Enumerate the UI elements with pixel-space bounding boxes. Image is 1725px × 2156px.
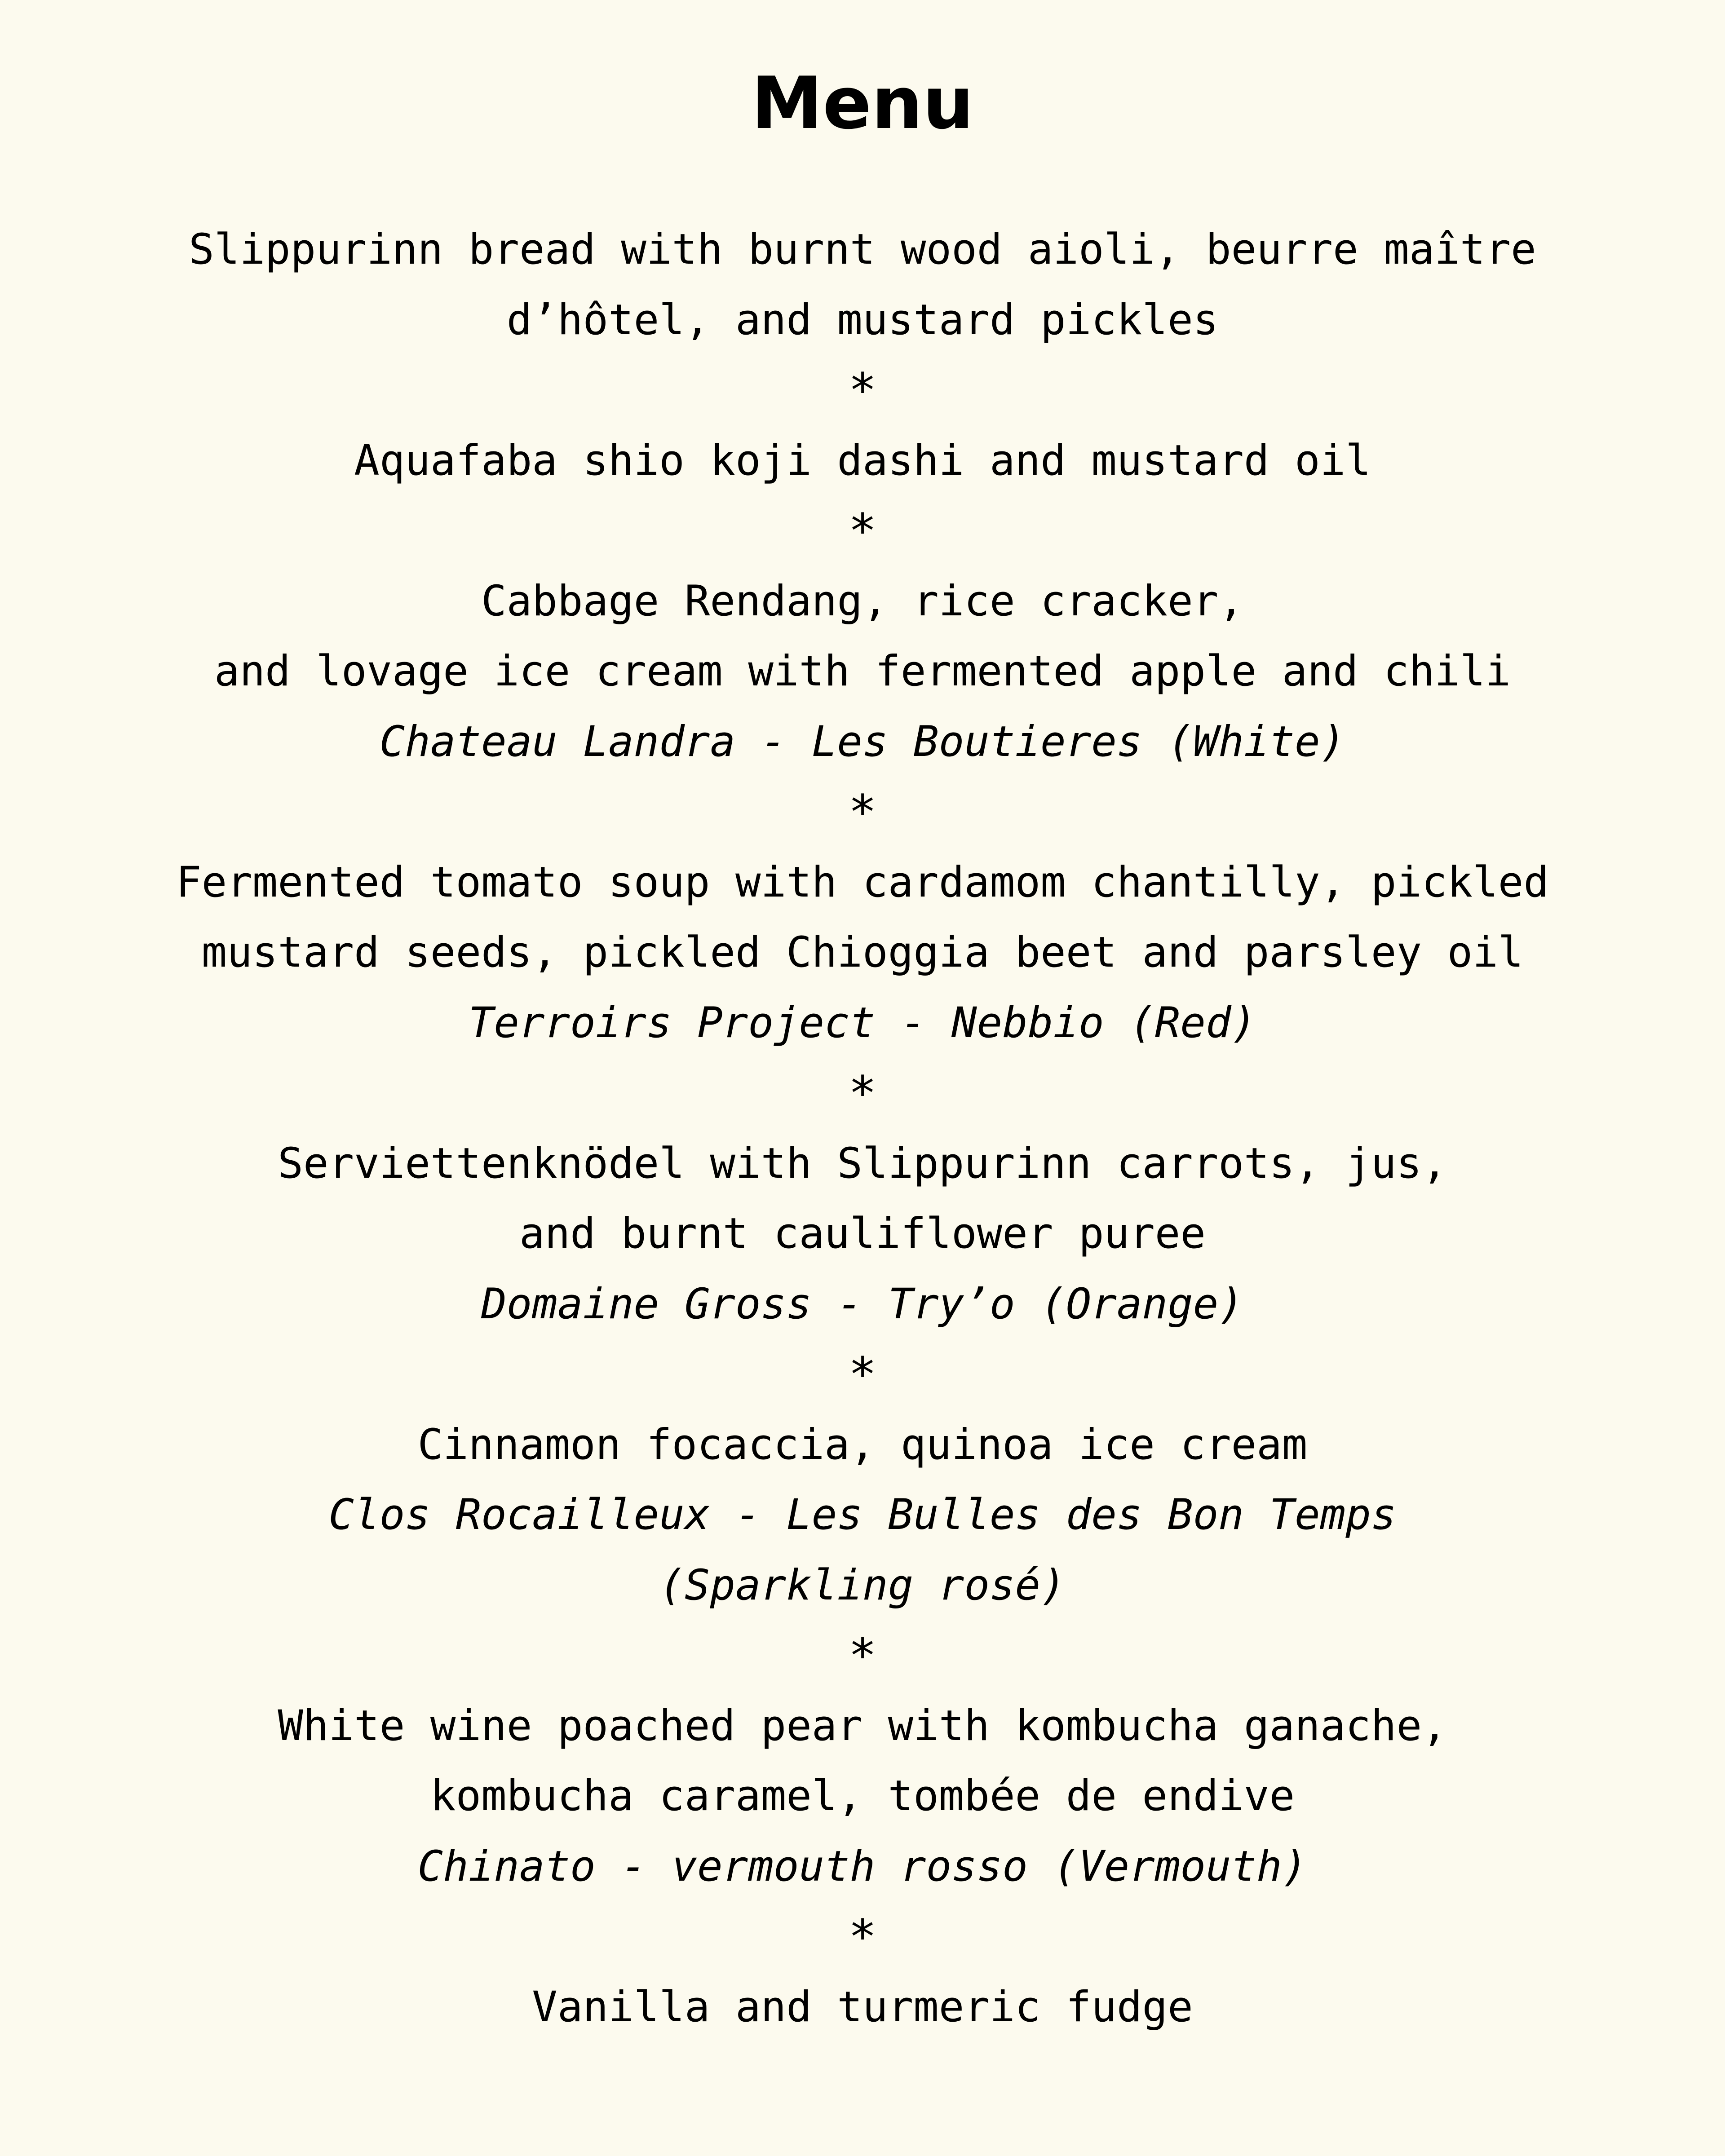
- menu-title: Menu: [751, 61, 974, 145]
- course-separator: *: [848, 504, 877, 558]
- dish-line: d’hôtel, and mustard pickles: [506, 295, 1219, 345]
- course-separator: *: [848, 1909, 877, 1964]
- course-separator: *: [848, 785, 877, 839]
- dish-line: Cinnamon focaccia, quinoa ice cream: [417, 1420, 1308, 1469]
- wine-pairing-line: Chateau Landra - Les Boutieres (White): [379, 717, 1346, 766]
- dish-line: kombucha caramel, tombée de endive: [430, 1772, 1295, 1820]
- dish-line: Serviettenknödel with Slippurinn carrots, jus,: [278, 1139, 1447, 1188]
- course-separator: *: [848, 363, 877, 418]
- course-separator: *: [848, 1628, 877, 1683]
- dish-line: Vanilla and turmeric fudge: [532, 1982, 1193, 2032]
- dish-line: Aquafaba shio koji dashi and mustard oil: [354, 436, 1371, 485]
- wine-pairing-line: Chinato - vermouth rosso (Vermouth): [417, 1842, 1308, 1891]
- dish-line: Cabbage Rendang, rice cracker,: [481, 576, 1244, 626]
- dish-line: Slippurinn bread with burnt wood aioli, beurre maître: [189, 225, 1536, 274]
- wine-pairing-line: (Sparkling rosé): [659, 1560, 1066, 1610]
- dish-line: mustard seeds, pickled Chioggia beet and parsley oil: [201, 928, 1524, 977]
- wine-pairing-line: Domaine Gross - Try’o (Orange): [481, 1279, 1244, 1329]
- wine-pairing-line: Clos Rocailleux - Les Bulles des Bon Temps: [328, 1490, 1397, 1539]
- dish-line: and lovage ice cream with fermented apple and chili: [214, 647, 1511, 696]
- dish-line: White wine poached pear with kombucha ganache,: [278, 1701, 1447, 1750]
- wine-pairing-line: Terroirs Project - Nebbio (Red): [468, 998, 1257, 1047]
- menu-lines: [0, 215, 1725, 2042]
- dish-line: and burnt cauliflower puree: [519, 1209, 1206, 1258]
- dish-line: Fermented tomato soup with cardamom chantilly, pickled: [176, 857, 1549, 907]
- course-separator: *: [848, 1347, 877, 1402]
- course-separator: *: [848, 1066, 877, 1121]
